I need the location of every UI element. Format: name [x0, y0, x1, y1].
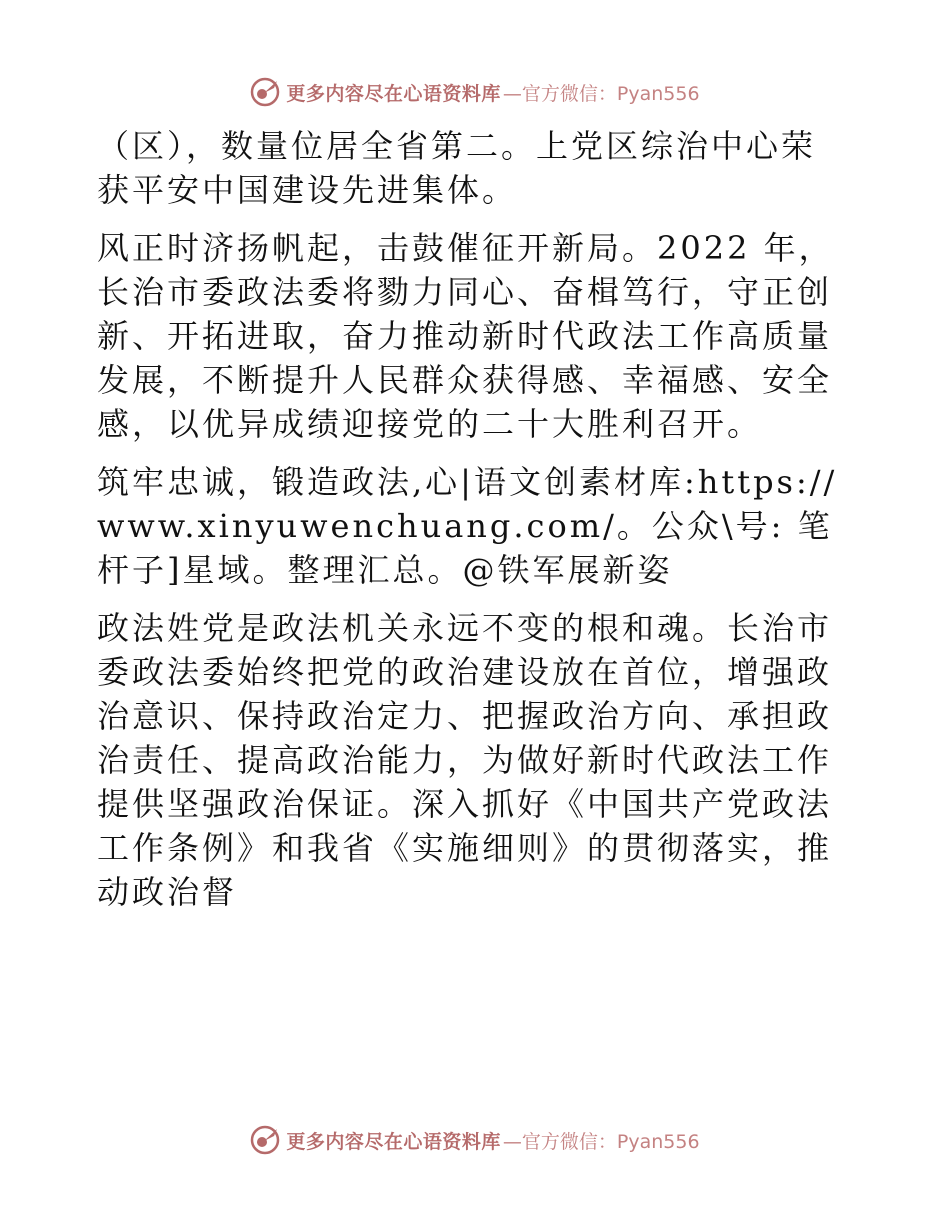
paragraph-1: （区），数量位居全省第二。上党区综治中心荣获平安中国建设先进集体。 — [97, 127, 817, 209]
paragraph-3: 筑牢忠诚，锻造政法,心|语文创素材库:https://www.xinyuwenchuang.com/。公众\号: 笔杆子]星域。整理汇总。@铁军展新姿 — [97, 463, 838, 589]
watermark-header — [0, 72, 950, 112]
watermark-contact: —官方微信：Pyan556 — [502, 1130, 700, 1153]
watermark-footer — [0, 1120, 950, 1160]
quill-logo-icon — [250, 77, 280, 107]
quill-logo-icon — [250, 1125, 280, 1155]
paragraph-4: 政法姓党是政法机关永远不变的根和魂。长治市委政法委始终把党的政治建设放在首位，增强政治意识、保持政治定力、把握政治方向、承担政治责任、提高政治能力，为做好新时代政法工作提供坚强政治保证。深入抓好《中国共产党政法工作条例》和我省《实施细则》的贯彻落实，推动政治督 — [97, 609, 833, 911]
watermark-title: 更多内容尽在心语资料库 — [286, 82, 501, 105]
watermark-title: 更多内容尽在心语资料库 — [286, 1130, 501, 1153]
paragraph-2: 风正时济扬帆起，击鼓催征开新局。2022 年，长治市委政法委将勠力同心、奋楫笃行，守正创新、开拓进取，奋力推动新时代政法工作高质量发展，不断提升人民群众获得感、幸福感、安全感，以优异成绩迎接党的二十大胜利召开。 — [97, 229, 834, 443]
document-body — [97, 124, 849, 928]
watermark-contact: —官方微信：Pyan556 — [502, 82, 700, 105]
